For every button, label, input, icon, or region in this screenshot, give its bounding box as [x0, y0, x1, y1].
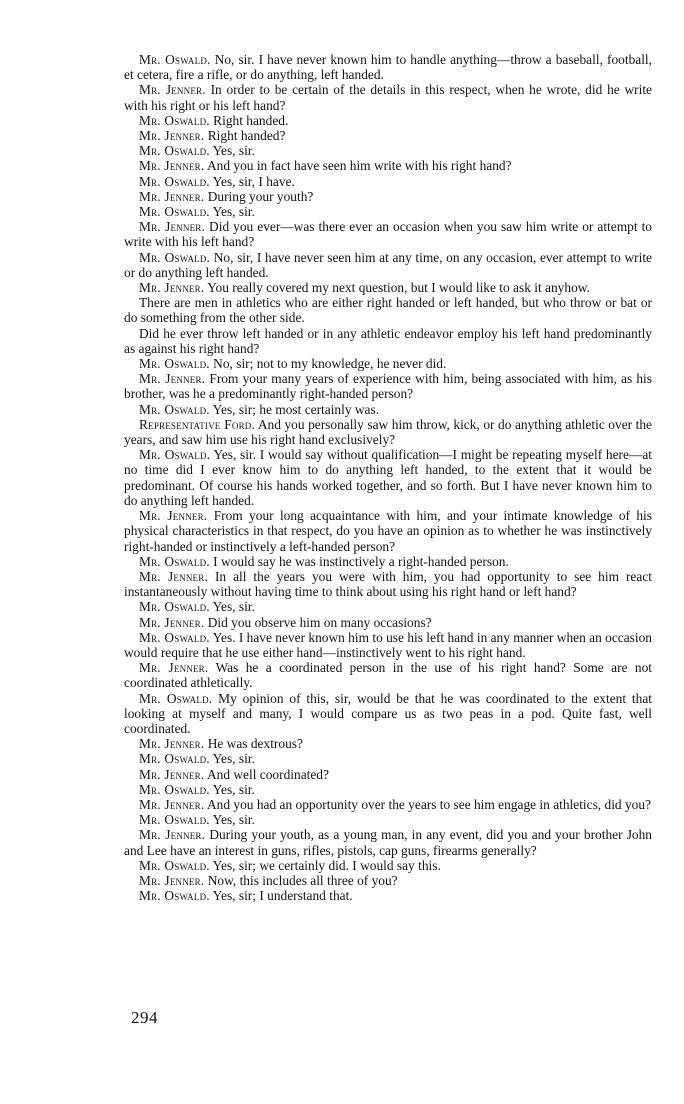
transcript-paragraph	[124, 782, 652, 797]
transcript-paragraph	[124, 417, 652, 447]
speaker-name: Mr. Oswald.	[139, 356, 210, 372]
paragraph-text: And you personally saw him throw, kick, or do anything athletic over the years, and saw him use his right hand exclusively?	[124, 416, 652, 448]
paragraph-text: Yes, sir. I would say without qualification—I might be repeating myself here—at no time did I ever know him to do anything left handed, to the extent that it would be predominant. Of course his hands worked together, and so forth. But I have never known him to do anything left handed.	[124, 447, 652, 508]
paragraph-text: During your youth, as a young man, in any event, did you and your brother John and Lee have an interest in guns, rifles, pistols, cap guns, firearms generally?	[124, 827, 652, 858]
transcript-paragraph	[124, 250, 652, 280]
transcript-paragraph	[124, 569, 652, 599]
transcript-paragraph	[124, 873, 652, 888]
transcript-paragraph	[124, 82, 652, 112]
paragraph-text: I would say he was instinctively a right-handed person.	[209, 553, 509, 569]
transcript-paragraph	[124, 52, 652, 82]
transcript-paragraph	[124, 508, 652, 554]
speaker-name: Mr. Oswald.	[139, 690, 213, 706]
paragraph-text: Right handed.	[209, 112, 289, 128]
speaker-name: Mr. Oswald.	[139, 143, 210, 159]
paragraph-text: Yes, sir; I understand that.	[209, 888, 353, 904]
speaker-name: Mr. Oswald.	[139, 812, 210, 828]
paragraph-text: My opinion of this, sir, would be that he was coordinated to the extent that looking at myself and many, I would compare us as two peas in a pod. Quite fast, well coordinated.	[124, 690, 652, 736]
speaker-name: Mr. Jenner.	[139, 219, 206, 235]
speaker-name: Mr. Oswald.	[139, 204, 210, 220]
transcript-paragraph	[124, 371, 652, 401]
transcript-paragraph	[124, 827, 652, 857]
transcript-paragraph	[124, 888, 652, 903]
speaker-name: Mr. Oswald.	[139, 52, 211, 67]
transcript-body	[124, 52, 652, 903]
page-number: 294	[131, 1008, 158, 1027]
speaker-name: Mr. Oswald.	[139, 553, 210, 569]
paragraph-text: Yes, sir.	[209, 599, 255, 615]
transcript-paragraph	[124, 189, 652, 204]
paragraph-text: Yes, sir.	[209, 204, 255, 220]
transcript-paragraph	[124, 143, 652, 158]
paragraph-text: Yes, sir, I have.	[209, 173, 295, 189]
paragraph-text: Yes, sir.	[209, 812, 255, 828]
speaker-name: Mr. Oswald.	[139, 249, 211, 265]
speaker-name: Mr. Oswald.	[139, 781, 210, 797]
speaker-name: Mr. Oswald.	[139, 447, 211, 463]
transcript-paragraph	[124, 113, 652, 128]
speaker-name: Mr. Jenner.	[139, 766, 205, 782]
speaker-name: Mr. Jenner.	[139, 796, 205, 812]
transcript-paragraph	[124, 174, 652, 189]
speaker-name: Mr. Jenner.	[139, 82, 206, 98]
paragraph-text: He was dextrous?	[204, 736, 303, 752]
transcript-paragraph	[124, 447, 652, 508]
paragraph-text: From your long acquaintance with him, and your intimate knowledge of his physical characteristics in that respect, do you have an opinion as to whether he was instinctively right-handed or instinctively a left-handed person?	[124, 508, 652, 554]
speaker-name: Representative Ford.	[139, 416, 256, 432]
paragraph-text: Yes, sir.	[209, 143, 255, 159]
paragraph-text: In order to be certain of the details in this respect, when he wrote, did he write with his right or his left hand?	[124, 82, 652, 113]
speaker-name: Mr. Oswald.	[139, 173, 210, 189]
paragraph-text: Yes, sir; he most certainly was.	[209, 401, 380, 417]
paragraph-text: Did you ever—was there ever an occasion when you saw him write or attempt to write with his left hand?	[124, 219, 652, 250]
transcript-paragraph	[124, 219, 652, 249]
transcript-paragraph	[124, 660, 652, 690]
transcript-paragraph	[124, 751, 652, 766]
speaker-name: Mr. Jenner.	[139, 188, 205, 204]
transcript-paragraph	[124, 158, 652, 173]
paragraph-text: No, sir, I have never seen him at any time, on any occasion, ever attempt to write or do anything left handed.	[124, 249, 652, 280]
speaker-name: Mr. Jenner.	[139, 280, 205, 296]
paragraph-text: Yes, sir.	[209, 781, 255, 797]
paragraph-text: From your many years of experience with him, being associated with him, as his brother, was he a predominantly right-handed person?	[124, 371, 652, 402]
speaker-name: Mr. Jenner.	[139, 568, 208, 584]
transcript-paragraph	[124, 554, 652, 569]
transcript-paragraph	[124, 204, 652, 219]
paragraph-text: Did he ever throw left handed or in any athletic endeavor employ his left hand predominantly as against his right hand?	[124, 325, 652, 356]
transcript-paragraph	[124, 858, 652, 873]
transcript-paragraph	[124, 615, 652, 630]
paragraph-text: Did you observe him on many occasions?	[204, 614, 432, 630]
transcript-paragraph	[124, 295, 652, 325]
speaker-name: Mr. Oswald.	[139, 401, 210, 417]
transcript-paragraph	[124, 736, 652, 751]
paragraph-text: In all the years you were with him, you had opportunity to see him react instantaneously without having time to think about using his right hand or left hand?	[124, 568, 652, 600]
paragraph-text: No, sir; not to my knowledge, he never did.	[209, 356, 447, 372]
transcript-paragraph	[124, 691, 652, 737]
paragraph-text: And well coordinated?	[204, 766, 329, 782]
transcript-paragraph	[124, 402, 652, 417]
transcript-paragraph	[124, 326, 652, 356]
speaker-name: Mr. Oswald.	[139, 112, 210, 128]
speaker-name: Mr. Oswald.	[139, 751, 210, 767]
speaker-name: Mr. Jenner.	[139, 660, 209, 676]
paragraph-text: And you had an opportunity over the years to see him engage in athletics, did you?	[204, 796, 651, 812]
paragraph-text: And you in fact have seen him write with his right hand?	[204, 158, 512, 174]
paragraph-text: There are men in athletics who are either right handed or left handed, but who throw or bat or do something from the other side.	[124, 295, 652, 326]
transcript-paragraph	[124, 599, 652, 614]
speaker-name: Mr. Oswald.	[139, 888, 210, 904]
transcript-paragraph	[124, 797, 652, 812]
speaker-name: Mr. Jenner.	[139, 614, 205, 630]
speaker-name: Mr. Oswald.	[139, 599, 210, 615]
paragraph-text: Now, this includes all three of you?	[204, 872, 398, 888]
paragraph-text: During your youth?	[204, 188, 314, 204]
paragraph-text: Was he a coordinated person in the use of his right hand? Some are not coordinated athletically.	[124, 660, 652, 691]
transcript-paragraph	[124, 356, 652, 371]
paragraph-text: No, sir. I have never known him to handle anything—throw a baseball, football, et cetera, fire a rifle, or do anything, left handed.	[124, 52, 653, 83]
paragraph-text: Yes, sir.	[209, 751, 255, 767]
paragraph-text: Right handed?	[204, 128, 286, 144]
paragraph-text: Yes. I have never known him to use his left hand in any manner when an occasion would require that he use either hand—instinctively went to his right hand.	[124, 629, 652, 660]
transcript-paragraph	[124, 812, 652, 827]
paragraph-text: Yes, sir; we certainly did. I would say this.	[209, 857, 441, 873]
speaker-name: Mr. Jenner.	[139, 827, 206, 843]
transcript-paragraph	[124, 280, 652, 295]
speaker-name: Mr. Jenner.	[139, 158, 205, 174]
speaker-name: Mr. Jenner.	[139, 736, 205, 752]
paragraph-text: You really covered my next question, but I would like to ask it anyhow.	[204, 280, 590, 296]
transcript-paragraph	[124, 128, 652, 143]
speaker-name: Mr. Jenner.	[139, 371, 206, 387]
transcript-paragraph	[124, 630, 652, 660]
transcript-paragraph	[124, 767, 652, 782]
speaker-name: Mr. Jenner.	[139, 508, 208, 524]
speaker-name: Mr. Oswald.	[139, 857, 210, 873]
speaker-name: Mr. Jenner.	[139, 128, 205, 144]
speaker-name: Mr. Oswald.	[139, 629, 210, 645]
speaker-name: Mr. Jenner.	[139, 872, 205, 888]
